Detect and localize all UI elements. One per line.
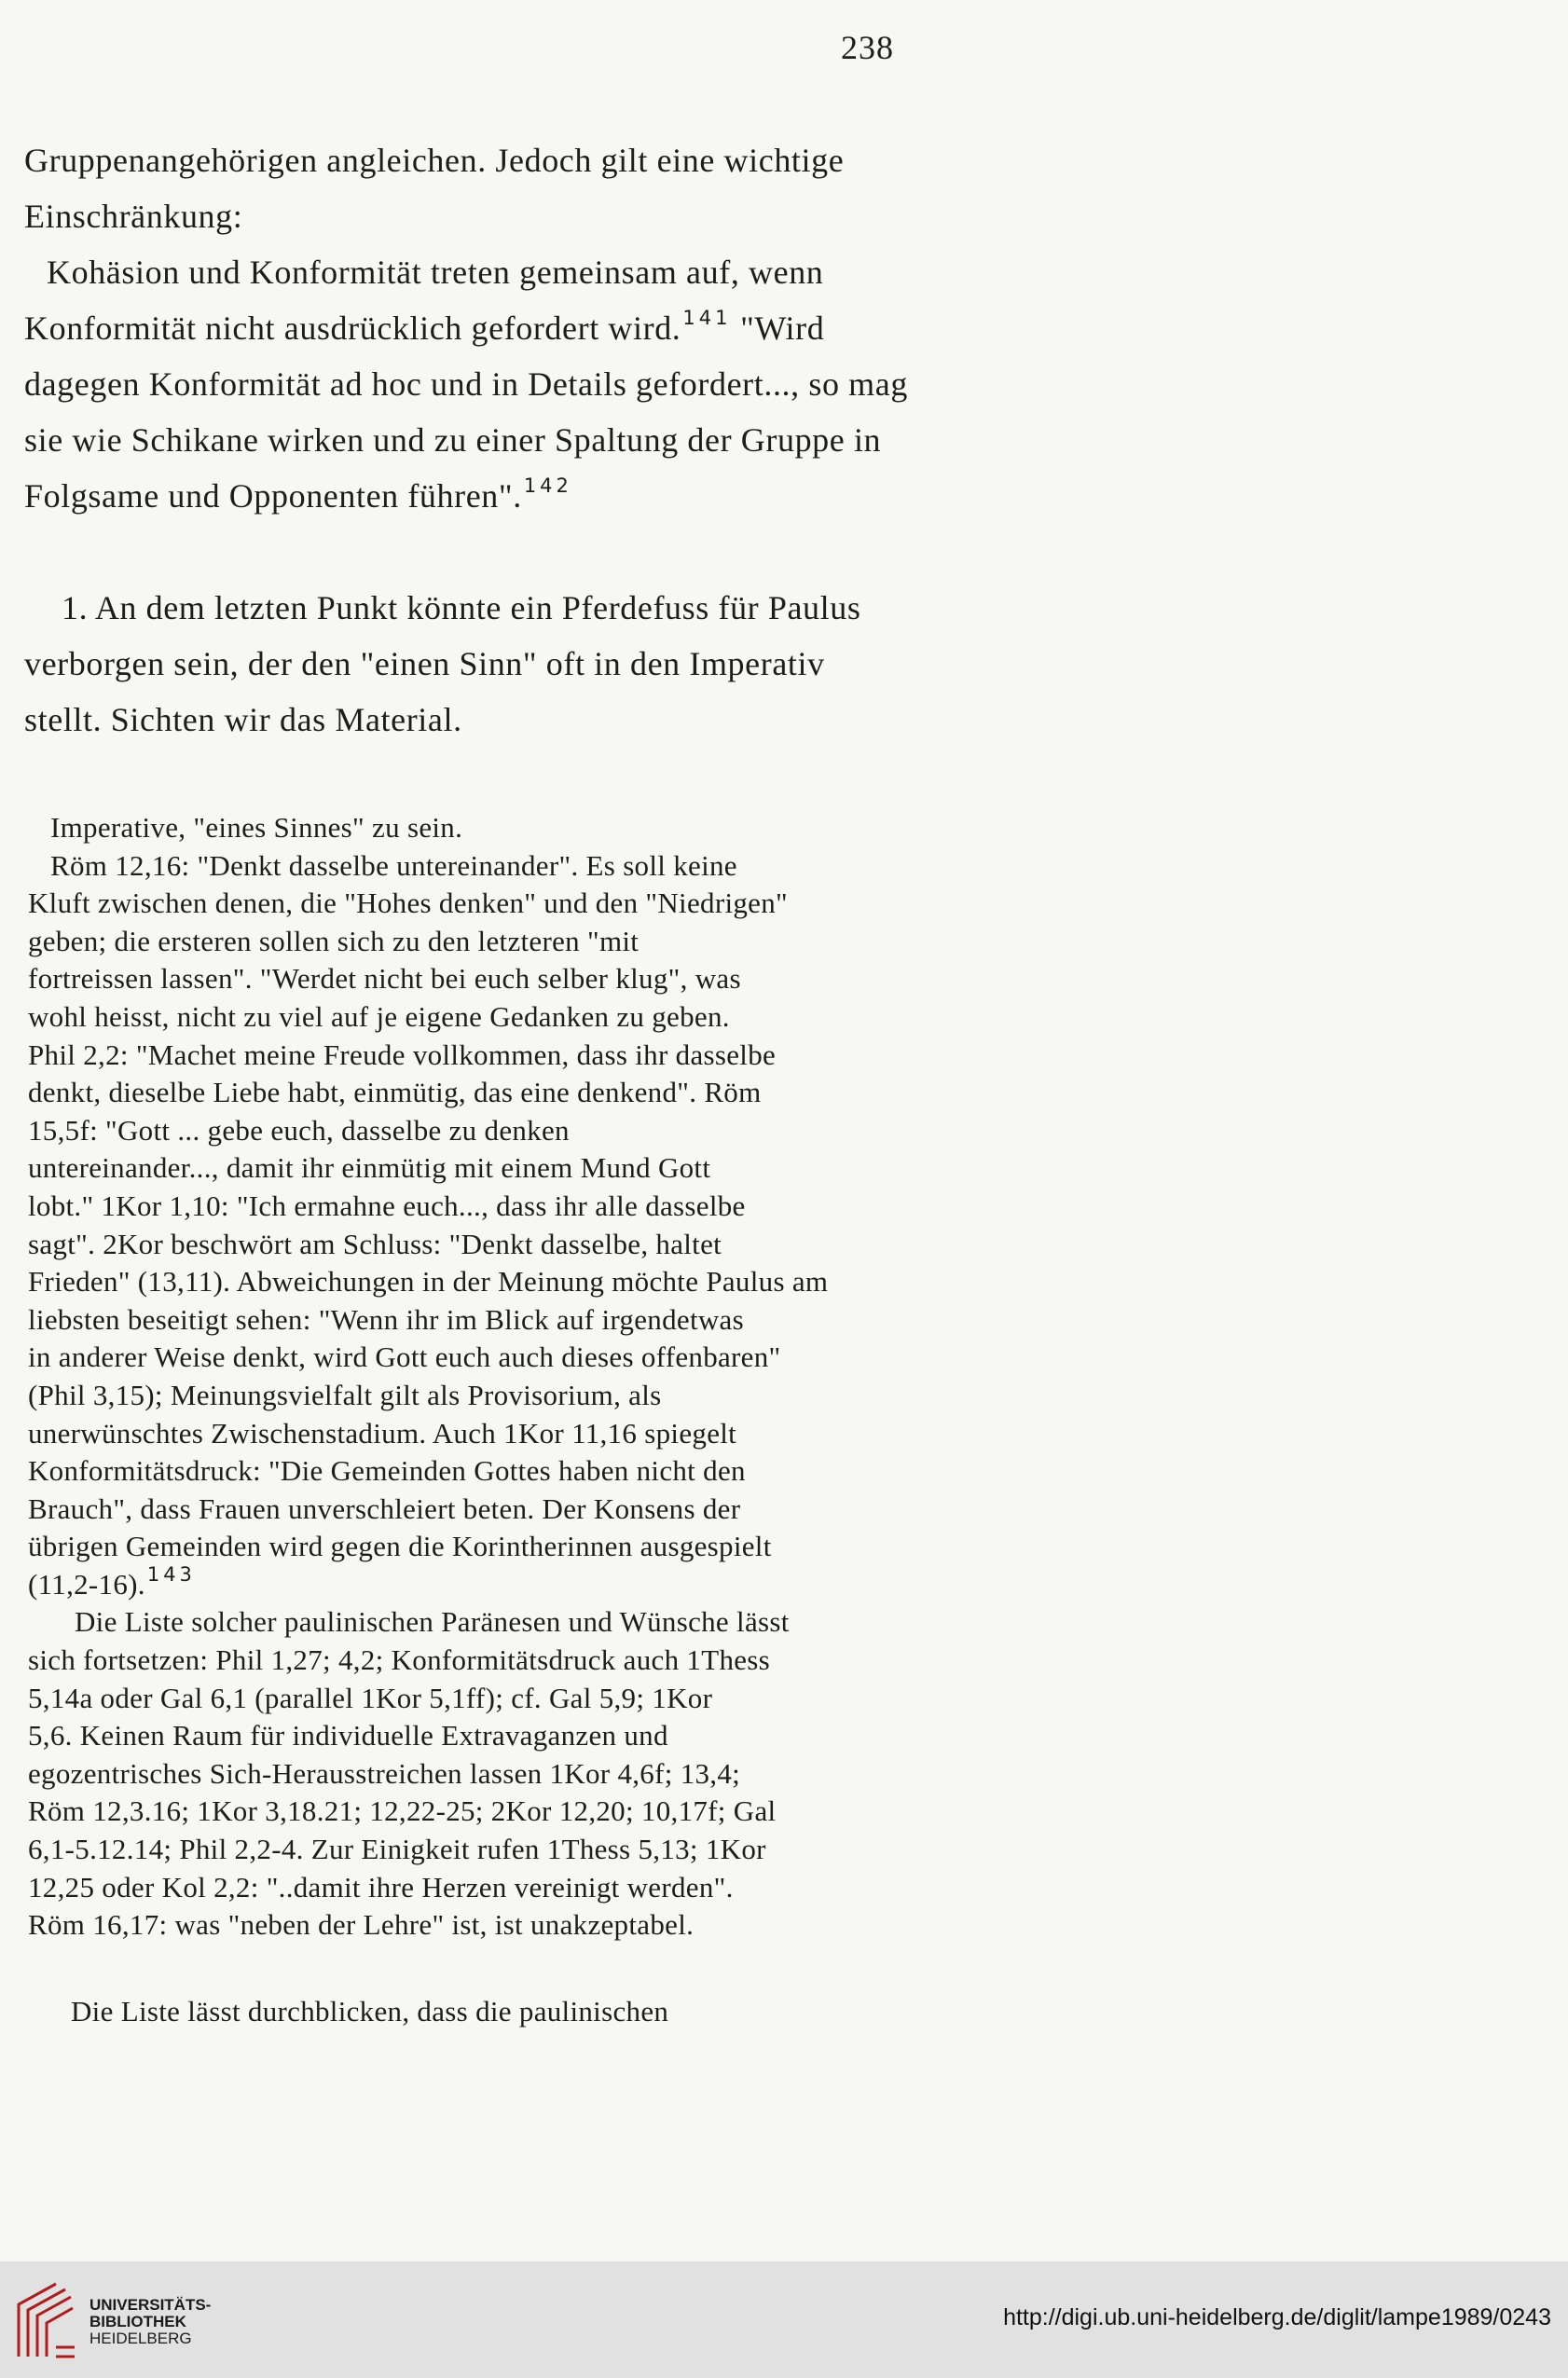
upper-text-block — [24, 132, 994, 748]
text-line: denkt, dieselbe Liebe habt, einmütig, das eine denkend". Röm — [28, 1076, 762, 1109]
text-line: Phil 2,2: "Machet meine Freude vollkommen, dass ihr dasselbe — [28, 1038, 777, 1071]
text-line: Einschränkung: — [24, 198, 243, 235]
closing-line: Die Liste lässt durchblicken, dass die paulinischen — [71, 1995, 669, 2027]
text-line: sagt". 2Kor beschwört am Schluss: "Denkt dasselbe, haltet — [28, 1227, 722, 1260]
library-name-line: UNIVERSITÄTS- — [89, 2296, 212, 2314]
page-number: 238 — [841, 29, 894, 66]
text-line: 1. An dem letzten Punkt könnte ein Pferdefuss für Paulus — [62, 589, 861, 626]
text-line — [24, 300, 994, 356]
text-line: Röm 16,17: was "neben der Lehre" ist, ist unakzeptabel. — [28, 1908, 695, 1942]
text-line: Die Liste solcher paulinischen Paränesen und Wünsche lässt — [75, 1605, 790, 1639]
library-name — [89, 2297, 211, 2347]
text-segment: Folgsame und Opponenten führen". — [24, 477, 522, 515]
text-line: sie wie Schikane wirken und zu einer Spaltung der Gruppe in — [24, 421, 882, 459]
footer-bar — [0, 2261, 1568, 2378]
text-line: dagegen Konformität ad hoc und in Details gefordert..., so mag — [24, 365, 908, 403]
text-segment: "Wird — [740, 309, 825, 347]
text-line: Konformitätsdruck: "Die Gemeinden Gottes haben nicht den — [28, 1454, 746, 1488]
text-line: (Phil 3,15); Meinungsvielfalt gilt als Provisorium, als — [28, 1378, 662, 1411]
text-line: egozentrisches Sich-Herausstreichen lassen 1Kor 4,6f; 13,4; — [28, 1756, 741, 1790]
text-line: sich fortsetzen: Phil 1,27; 4,2; Konformitätsdruck auch 1Thess — [28, 1643, 771, 1677]
footnote-marker: 142 — [523, 474, 572, 497]
lower-text-block — [28, 809, 1063, 1945]
text-line: Imperative, "eines Sinnes" zu sein. — [50, 811, 463, 844]
text-line: Frieden" (13,11). Abweichungen in der Meinung möchte Paulus am — [28, 1265, 829, 1299]
footnote-marker: 143 — [146, 1562, 196, 1586]
paragraph-gap — [24, 524, 994, 580]
library-name-line: BIBLIOTHEK — [89, 2313, 186, 2330]
upper-paragraph-2 — [24, 244, 994, 524]
text-line: untereinander..., damit ihr einmütig mit einem Mund Gott — [28, 1151, 711, 1185]
text-line: verborgen sein, der den "einen Sinn" oft in den Imperativ — [24, 645, 825, 682]
text-line: übrigen Gemeinden wird gegen die Korintherinnen ausgespielt — [28, 1530, 772, 1563]
text-line: stellt. Sichten wir das Material. — [24, 701, 462, 738]
lower-paragraph-1 — [28, 809, 1063, 1603]
text-line: 5,6. Keinen Raum für individuelle Extravaganzen und — [28, 1719, 668, 1753]
text-line: geben; die ersteren sollen sich zu den letzteren "mit — [28, 924, 640, 957]
lower-paragraph-2 — [28, 1603, 1063, 1944]
library-logo-icon — [13, 2278, 78, 2360]
text-line: liebsten beseitigt sehen: "Wenn ihr im Blick auf irgendetwas — [28, 1302, 744, 1336]
text-line: Röm 12,16: "Denkt dasselbe untereinander". Es soll keine — [50, 848, 737, 882]
text-line: Kluft zwischen denen, die "Hohes denken" und den "Niedrigen" — [28, 887, 788, 920]
upper-paragraph-3 — [24, 580, 994, 748]
text-line: Kohäsion und Konformität treten gemeinsam auf, wenn — [47, 254, 824, 291]
text-line: in anderer Weise denkt, wird Gott euch auch dieses offenbaren" — [28, 1340, 781, 1374]
text-line: 6,1-5.12.14; Phil 2,2-4. Zur Einigkeit rufen 1Thess 5,13; 1Kor — [28, 1833, 766, 1866]
text-line: unerwünschtes Zwischenstadium. Auch 1Kor 11,16 spiegelt — [28, 1416, 737, 1450]
text-segment: (11,2-16). — [28, 1567, 145, 1601]
text-line: 12,25 oder Kol 2,2: "..damit ihre Herzen vereinigt werden". — [28, 1870, 734, 1904]
text-line — [28, 1562, 1063, 1604]
text-line: Gruppenangehörigen angleichen. Jedoch gilt eine wichtige — [24, 142, 845, 179]
text-line: Röm 12,3.16; 1Kor 3,18.21; 12,22-25; 2Kor 12,20; 10,17f; Gal — [28, 1794, 777, 1828]
text-line: lobt." 1Kor 1,10: "Ich ermahne euch..., dass ihr alle dasselbe — [28, 1189, 746, 1222]
text-line: 15,5f: "Gott ... gebe euch, dasselbe zu denken — [28, 1113, 570, 1147]
source-url-link[interactable]: http://digi.ub.uni-heidelberg.de/diglit/lampe1989/0243 — [1003, 2304, 1551, 2330]
footnote-marker: 141 — [682, 307, 732, 329]
library-name-line: HEIDELBERG — [89, 2330, 192, 2347]
text-line: 5,14a oder Gal 6,1 (parallel 1Kor 5,1ff); cf. Gal 5,9; 1Kor — [28, 1681, 713, 1714]
text-line: Brauch", dass Frauen unverschleiert beten. Der Konsens der — [28, 1491, 741, 1525]
text-line — [24, 468, 994, 524]
text-line: wohl heisst, nicht zu viel auf je eigene Gedanken zu geben. — [28, 999, 730, 1033]
upper-paragraph-1 — [24, 132, 994, 244]
text-segment: Konformität nicht ausdrücklich gefordert wird. — [24, 309, 681, 347]
text-line: fortreissen lassen". "Werdet nicht bei euch selber klug", was — [28, 962, 741, 996]
